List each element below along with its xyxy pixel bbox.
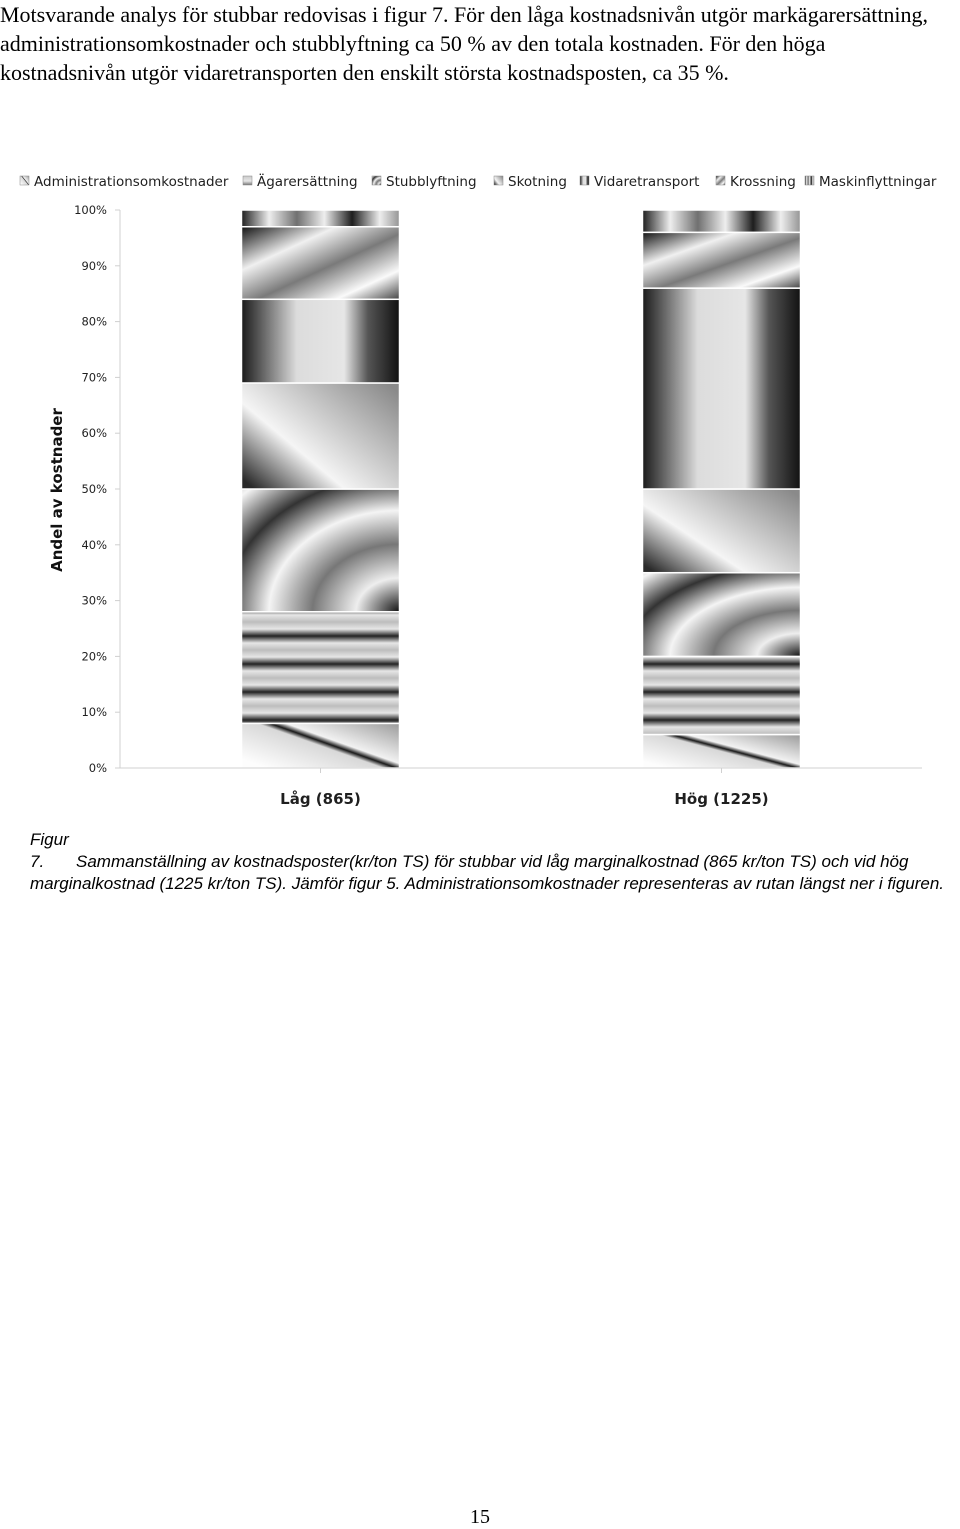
legend-item-administrationsomkostnader — [20, 174, 229, 190]
stacked-bar-chart — [0, 160, 960, 820]
bar-segment-agarersattning — [643, 656, 801, 734]
figure-caption — [30, 829, 955, 895]
legend-label: Krossning — [730, 174, 796, 190]
y-tick-label: 80% — [81, 314, 107, 329]
bar-segment-maskinflyttningar — [643, 210, 801, 232]
page-number: 15 — [470, 1506, 490, 1528]
y-tick-label: 50% — [81, 482, 107, 496]
figure-caption-text: Sammanställning av kostnadsposter(kr/ton TS) för stubbar vid låg marginalkostnad (865 kr/ton TS) och vid hög marginalkostnad (1225 kr/ton TS). Jämför figur 5. Administrationsomkostnader representeras av rutan längst ner i figuren. — [30, 852, 945, 893]
legend-item-stubblyftning — [372, 174, 477, 190]
intro-text — [0, 0, 955, 87]
x-tick-label: Hög (1225) — [674, 790, 769, 808]
legend-swatch — [372, 176, 381, 185]
y-tick-label: 60% — [81, 426, 107, 441]
y-axis-label: Andel av kostnader — [48, 408, 66, 572]
bar-stack-hog-1225 — [643, 210, 801, 768]
y-tick-label: 10% — [81, 705, 107, 720]
legend-label: Maskinflyttningar — [819, 174, 937, 190]
legend-swatch — [20, 176, 29, 185]
y-tick-label: 100% — [74, 203, 107, 217]
legend-swatch — [494, 176, 503, 185]
bar-segment-maskinflyttningar — [242, 210, 400, 227]
legend-label: Ägarersättning — [257, 174, 358, 190]
bar-segment-skotning — [643, 489, 801, 573]
bar-segment-vidaretransport — [242, 299, 400, 383]
y-tick-label: 30% — [81, 593, 107, 608]
legend-swatch — [805, 176, 814, 185]
figure-caption-label: Figur 7. — [30, 830, 69, 871]
legend-swatch — [243, 176, 252, 185]
x-tick-label: Låg (865) — [280, 790, 361, 808]
bar-segment-administrationsomkostnader — [242, 723, 400, 768]
bar-segment-vidaretransport — [643, 288, 801, 489]
legend-item-skotning — [494, 174, 567, 190]
y-tick-label: 20% — [81, 649, 107, 664]
bar-stack-lag-865 — [242, 210, 400, 768]
legend-item-vidaretransport — [580, 174, 699, 190]
bar-segment-skotning — [242, 383, 400, 489]
bar-segment-administrationsomkostnader — [643, 735, 801, 768]
legend-swatch — [716, 176, 725, 185]
y-tick-label: 90% — [81, 258, 107, 273]
bar-segment-krossning — [643, 232, 801, 288]
y-tick-label: 40% — [81, 537, 107, 552]
intro-paragraph: Motsvarande analys för stubbar redovisas i figur 7. För den låga kostnadsnivån utgör markägarersättning, administrationsomkostnader och stubblyftning ca 50 % av den totala kostnaden. För den höga kostnadsnivån utgör vidaretransporten den enskilt största kostnadsposten, ca 35 %. — [0, 2, 929, 85]
legend-item-agarersattning — [243, 172, 358, 190]
legend-item-krossning — [716, 174, 796, 190]
legend-label: Administrationsomkostnader — [34, 174, 229, 190]
bar-segment-stubblyftning — [643, 573, 801, 657]
bar-segment-krossning — [242, 227, 400, 300]
legend-label: Stubblyftning — [386, 174, 477, 190]
y-tick-label: 0% — [88, 761, 107, 775]
bar-segment-stubblyftning — [242, 489, 400, 612]
y-tick-label: 70% — [81, 370, 107, 385]
chart-legend — [20, 172, 937, 190]
legend-swatch — [580, 176, 589, 185]
legend-label: Skotning — [508, 174, 567, 190]
x-axis — [120, 768, 922, 808]
y-axis — [48, 203, 120, 775]
bar-segment-agarersattning — [242, 612, 400, 724]
chart-bars — [242, 210, 801, 768]
legend-label: Vidaretransport — [594, 174, 700, 190]
legend-item-maskinflyttningar — [805, 174, 937, 190]
